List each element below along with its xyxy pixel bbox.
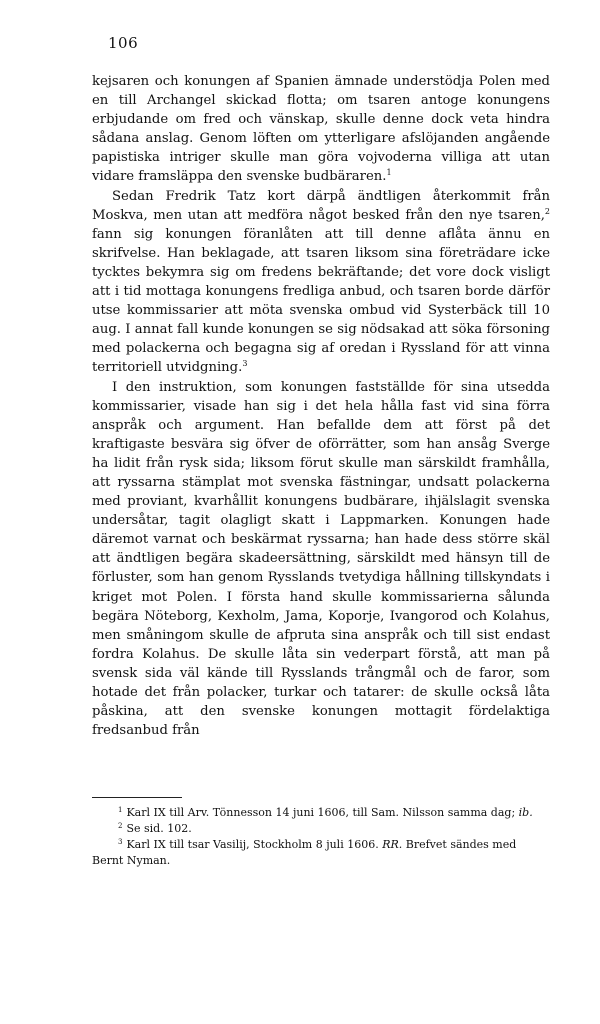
text-run: I den instruktion, som konungen fastställde för sina utsedda kommissarier, visade han sig i det hela hålla fast vid sina förra anspråk och argument. Han befallde dem att först på det kraftigaste besvära sig öfver de oförrätter, som han ansåg Sverge ha lidit från rysk sida; liksom förut skulle man särskildt framhålla, att ryssarna stämplat mot svenska fästningar, undsatt polackerna med proviant, kvarhållit konungens budbärare, ihjälslagit svenska undersåtar, tagit olagligt skatt i Lappmarken. Konungen hade däremot varnat och beskärmat ryssarna; han hade dess större skäl att ändtligen begära skadeersättning, särskildt med hänsyn till de förluster, som han genom Rysslands tvetydiga hållning tillskyndats i kriget mot Polen. I första hand skulle kommissarierna sålunda begära Nöteborg, Kexholm, Jama, Koporje, Ivangorod och Kolahus, men småningom skulle de afpruta sina anspråk och till sist endast fordra Kolahus. De skulle låta sin vederpart förstå, att man på svensk sida väl kände till Rysslands trångmål och de faror, som hotade det från polacker, turkar och tatarer: de skulle också låta påskina, att den svenske konungen mottagit fördelaktiga fredsanbud från	[92, 379, 550, 739]
italic-text: ib.	[518, 806, 533, 819]
footnote-reference: 1	[386, 168, 392, 178]
text-run: Brefvet sändes med Bernt Nyman.	[92, 838, 517, 867]
text-run: Sedan Fredrik Tatz kort därpå ändtligen återkommit från Moskva, men utan att medföra något besked från den nye tsaren,	[92, 188, 550, 223]
text-run: kejsaren och konungen af Spanien ämnade understödja Polen med en till Archangel skickad flotta; om tsaren antoge konungens erbjudande om fred och vänskap, skulle denne dock veta hindra sådana anslag. Genom löften om ytterligare afslöjanden angående papistiska intriger skulle man göra vojvoderna villiga att utan vidare framsläppa den svenske budbäraren.	[92, 74, 550, 185]
page-number: 106	[108, 34, 139, 52]
footnotes	[92, 805, 550, 869]
footnote-mark: 3	[118, 838, 123, 846]
footnote	[92, 837, 550, 869]
paragraph	[92, 378, 550, 741]
text-run: Karl IX till Arv. Tönnesson 14 juni 1606, till Sam. Nilsson samma dag;	[126, 806, 519, 819]
footnote-mark: 1	[118, 806, 123, 814]
text-run: Se sid. 102.	[126, 822, 192, 835]
paragraph	[92, 72, 550, 187]
italic-text: RR.	[382, 838, 403, 851]
footnote-reference: 2	[544, 206, 550, 216]
footnote-mark: 2	[118, 822, 123, 830]
text-run: fann sig konungen föranlåten att till denne aflåta ännu en skrifvelse. Han beklagade, att tsaren liksom sina företrädare icke tycktes bekymra sig om fredens bekräftande; det vore dock visligt att i tid mottaga konungens fredliga anbud, och tsaren borde därför utse kommissarier att möta svenska ombud vid Systerbäck till 10 aug. I annat fall kunde konungen se sig nödsakad att söka försoning med polackerna och begagna sig af oredan i Ryssland för att vinna territoriell utvidgning.	[92, 226, 550, 376]
footnote	[92, 821, 550, 837]
footnote-reference: 3	[242, 359, 248, 369]
text-run: Karl IX till tsar Vasilij, Stockholm 8 juli 1606.	[126, 838, 383, 851]
paragraph	[92, 187, 550, 378]
footnote	[92, 805, 550, 821]
footnote-divider	[92, 797, 182, 798]
body-text	[92, 72, 550, 740]
